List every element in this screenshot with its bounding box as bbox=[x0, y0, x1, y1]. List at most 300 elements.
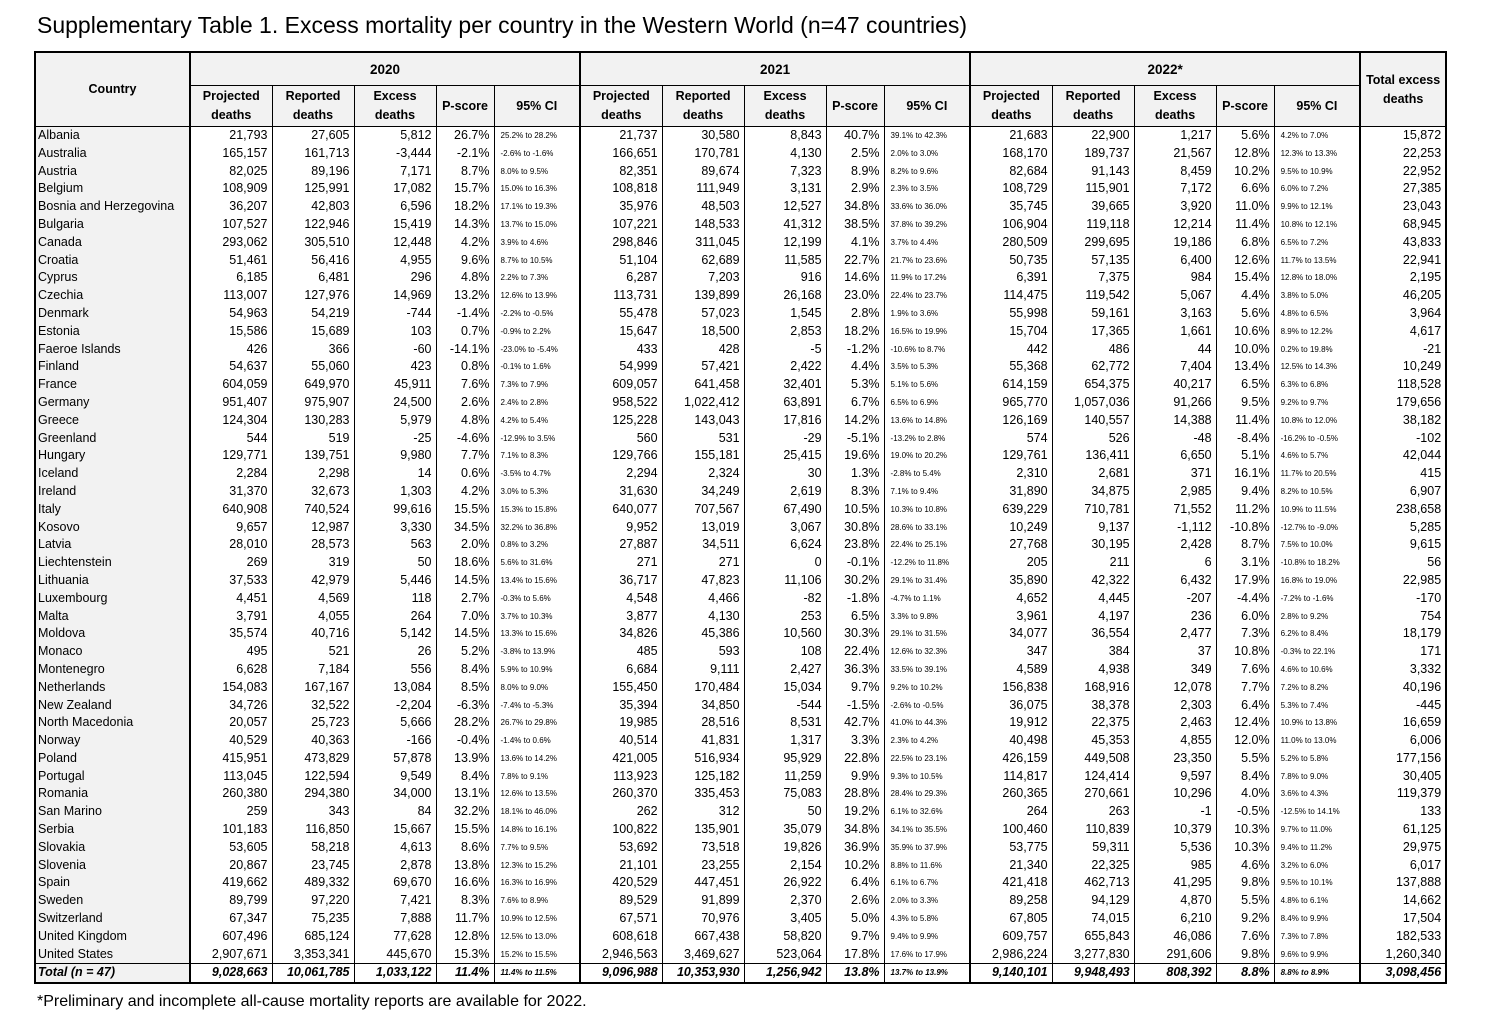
excess-deaths-cell: 11,106 bbox=[744, 572, 826, 590]
excess-deaths-cell: -2,204 bbox=[354, 697, 436, 715]
excess-deaths-cell: 44 bbox=[1134, 341, 1216, 359]
table-row bbox=[35, 946, 1446, 964]
excess-deaths-cell: 2,477 bbox=[1134, 625, 1216, 643]
ci-cell: 16.5% to 19.9% bbox=[884, 323, 970, 341]
ci-cell: 6.0% to 7.2% bbox=[1274, 180, 1360, 198]
excess-deaths-cell: 984 bbox=[1134, 269, 1216, 287]
reported-deaths-cell: 119,542 bbox=[1052, 287, 1134, 305]
ci-cell: 3.0% to 5.3% bbox=[494, 483, 580, 501]
p-score-cell: -4.6% bbox=[436, 430, 494, 448]
ci-cell: 11.4% to 11.5% bbox=[494, 964, 580, 983]
p-score-cell: 3.3% bbox=[826, 732, 884, 750]
ci-cell: 7.5% to 10.0% bbox=[1274, 536, 1360, 554]
ci-cell: -0.3% to 5.6% bbox=[494, 590, 580, 608]
p-score-cell: 19.6% bbox=[826, 447, 884, 465]
projected-deaths-cell: 40,498 bbox=[970, 732, 1052, 750]
p-score-cell: 42.7% bbox=[826, 714, 884, 732]
p-score-cell: 5.0% bbox=[826, 910, 884, 928]
p-score-cell: 11.4% bbox=[436, 964, 494, 983]
reported-deaths-cell: 89,674 bbox=[662, 163, 744, 181]
projected-deaths-cell: 420,529 bbox=[580, 874, 662, 892]
excess-deaths-cell: 37 bbox=[1134, 643, 1216, 661]
country-cell: Czechia bbox=[35, 287, 190, 305]
total-excess-cell: 6,017 bbox=[1360, 857, 1446, 875]
ci-cell: -0.1% to 1.6% bbox=[494, 358, 580, 376]
ci-cell: 6.5% to 7.2% bbox=[1274, 234, 1360, 252]
p-score-cell: 8.3% bbox=[826, 483, 884, 501]
total-excess-cell: 238,658 bbox=[1360, 501, 1446, 519]
projected-deaths-cell: 35,574 bbox=[190, 625, 272, 643]
total-excess-cell: 9,615 bbox=[1360, 536, 1446, 554]
p-score-cell: 5.2% bbox=[436, 643, 494, 661]
ci-cell: 3.9% to 4.6% bbox=[494, 234, 580, 252]
ci-cell: -12.9% to 3.5% bbox=[494, 430, 580, 448]
p-score-cell: 30.2% bbox=[826, 572, 884, 590]
country-cell: Netherlands bbox=[35, 679, 190, 697]
excess-deaths-cell: 84 bbox=[354, 803, 436, 821]
projected-deaths-cell: 269 bbox=[190, 554, 272, 572]
country-cell: Lithuania bbox=[35, 572, 190, 590]
reported-deaths-cell: 34,875 bbox=[1052, 483, 1134, 501]
ci-header: 95% CI bbox=[494, 86, 580, 127]
excess-deaths-cell: 3,405 bbox=[744, 910, 826, 928]
excess-deaths-cell: -25 bbox=[354, 430, 436, 448]
p-score-cell: -4.4% bbox=[1216, 590, 1274, 608]
reported-deaths-cell: 593 bbox=[662, 643, 744, 661]
ci-cell: 2.0% to 3.3% bbox=[884, 892, 970, 910]
ci-cell: 22.5% to 23.1% bbox=[884, 750, 970, 768]
country-cell: Latvia bbox=[35, 536, 190, 554]
ci-cell: 10.3% to 10.8% bbox=[884, 501, 970, 519]
excess-deaths-cell: 7,404 bbox=[1134, 358, 1216, 376]
projected-deaths-cell: 607,496 bbox=[190, 928, 272, 946]
excess-deaths-cell: 21,567 bbox=[1134, 145, 1216, 163]
excess-deaths-cell: 985 bbox=[1134, 857, 1216, 875]
excess-deaths-cell: 4,870 bbox=[1134, 892, 1216, 910]
excess-deaths-cell: 423 bbox=[354, 358, 436, 376]
ci-cell: 13.7% to 13.9% bbox=[884, 964, 970, 983]
reported-deaths-cell: 489,332 bbox=[272, 874, 354, 892]
table-row bbox=[35, 892, 1446, 910]
projected-deaths-cell: 154,083 bbox=[190, 679, 272, 697]
reported-deaths-cell: 6,481 bbox=[272, 269, 354, 287]
p-score-cell: 4.6% bbox=[1216, 857, 1274, 875]
excess-deaths-cell: 5,067 bbox=[1134, 287, 1216, 305]
projected-deaths-cell: 53,692 bbox=[580, 839, 662, 857]
excess-deaths-cell: 12,527 bbox=[744, 198, 826, 216]
p-score-cell: 10.8% bbox=[1216, 643, 1274, 661]
ci-cell: 6.1% to 6.7% bbox=[884, 874, 970, 892]
total-excess-cell: 179,656 bbox=[1360, 394, 1446, 412]
projected-deaths-cell: 544 bbox=[190, 430, 272, 448]
p-score-header: P-score bbox=[1216, 86, 1274, 127]
projected-deaths-cell: 6,185 bbox=[190, 269, 272, 287]
excess-deaths-cell: 15,034 bbox=[744, 679, 826, 697]
reported-deaths-cell: 36,554 bbox=[1052, 625, 1134, 643]
p-score-cell: 9.8% bbox=[1216, 946, 1274, 964]
excess-deaths-cell: 19,826 bbox=[744, 839, 826, 857]
projected-deaths-cell: 9,096,988 bbox=[580, 964, 662, 983]
ci-cell: -3.5% to 4.7% bbox=[494, 465, 580, 483]
excess-deaths-cell: 10,379 bbox=[1134, 821, 1216, 839]
projected-deaths-cell: 264 bbox=[970, 803, 1052, 821]
reported-deaths-cell: 10,353,930 bbox=[662, 964, 744, 983]
ci-cell: -2.6% to -0.5% bbox=[884, 697, 970, 715]
projected-deaths-cell: 6,287 bbox=[580, 269, 662, 287]
p-score-cell: 0.8% bbox=[436, 358, 494, 376]
p-score-cell: -0.4% bbox=[436, 732, 494, 750]
excess-deaths-cell: 26 bbox=[354, 643, 436, 661]
p-score-cell: 18.2% bbox=[826, 323, 884, 341]
table-row bbox=[35, 358, 1446, 376]
p-score-cell: 13.1% bbox=[436, 785, 494, 803]
projected-deaths-header: Projected deaths bbox=[580, 86, 662, 127]
p-score-cell: 4.1% bbox=[826, 234, 884, 252]
p-score-cell: 14.6% bbox=[826, 269, 884, 287]
p-score-cell: -14.1% bbox=[436, 341, 494, 359]
p-score-cell: 12.4% bbox=[1216, 714, 1274, 732]
reported-deaths-cell: 48,503 bbox=[662, 198, 744, 216]
excess-deaths-cell: -82 bbox=[744, 590, 826, 608]
projected-deaths-cell: 495 bbox=[190, 643, 272, 661]
excess-deaths-cell: -744 bbox=[354, 305, 436, 323]
excess-deaths-cell: 99,616 bbox=[354, 501, 436, 519]
table-body bbox=[35, 127, 1446, 984]
reported-deaths-cell: 143,043 bbox=[662, 412, 744, 430]
excess-deaths-cell: 6,650 bbox=[1134, 447, 1216, 465]
reported-deaths-cell: 45,353 bbox=[1052, 732, 1134, 750]
total-excess-cell: 22,941 bbox=[1360, 252, 1446, 270]
reported-deaths-cell: 710,781 bbox=[1052, 501, 1134, 519]
reported-deaths-cell: 4,569 bbox=[272, 590, 354, 608]
country-cell: Faeroe Islands bbox=[35, 341, 190, 359]
excess-deaths-cell: 1,256,942 bbox=[744, 964, 826, 983]
projected-deaths-cell: 67,805 bbox=[970, 910, 1052, 928]
ci-cell: 15.3% to 15.8% bbox=[494, 501, 580, 519]
excess-deaths-cell: 41,312 bbox=[744, 216, 826, 234]
total-excess-cell: 30,405 bbox=[1360, 768, 1446, 786]
reported-deaths-cell: 655,843 bbox=[1052, 928, 1134, 946]
projected-deaths-cell: 640,077 bbox=[580, 501, 662, 519]
excess-deaths-cell: 1,661 bbox=[1134, 323, 1216, 341]
p-score-cell: 15.7% bbox=[436, 180, 494, 198]
projected-deaths-cell: 55,998 bbox=[970, 305, 1052, 323]
table-row bbox=[35, 857, 1446, 875]
ci-cell: 4.6% to 5.7% bbox=[1274, 447, 1360, 465]
excess-deaths-cell: 75,083 bbox=[744, 785, 826, 803]
reported-deaths-cell: 4,445 bbox=[1052, 590, 1134, 608]
reported-deaths-cell: 4,938 bbox=[1052, 661, 1134, 679]
projected-deaths-cell: 639,229 bbox=[970, 501, 1052, 519]
excess-deaths-cell: 2,427 bbox=[744, 661, 826, 679]
projected-deaths-cell: 124,304 bbox=[190, 412, 272, 430]
p-score-cell: 26.7% bbox=[436, 127, 494, 145]
projected-deaths-cell: 574 bbox=[970, 430, 1052, 448]
p-score-cell: 6.5% bbox=[826, 608, 884, 626]
country-cell: Moldova bbox=[35, 625, 190, 643]
country-cell: Albania bbox=[35, 127, 190, 145]
reported-deaths-cell: 335,453 bbox=[662, 785, 744, 803]
excess-deaths-cell: 4,855 bbox=[1134, 732, 1216, 750]
excess-deaths-cell: 3,163 bbox=[1134, 305, 1216, 323]
excess-deaths-header: Excess deaths bbox=[1134, 86, 1216, 127]
reported-deaths-cell: 57,023 bbox=[662, 305, 744, 323]
ci-cell: 1.9% to 3.6% bbox=[884, 305, 970, 323]
excess-deaths-cell: 253 bbox=[744, 608, 826, 626]
ci-cell: 33.5% to 39.1% bbox=[884, 661, 970, 679]
country-cell: Canada bbox=[35, 234, 190, 252]
ci-cell: 2.2% to 7.3% bbox=[494, 269, 580, 287]
excess-deaths-cell: 7,172 bbox=[1134, 180, 1216, 198]
projected-deaths-cell: 6,391 bbox=[970, 269, 1052, 287]
ci-cell: 32.2% to 36.8% bbox=[494, 519, 580, 537]
projected-deaths-cell: 9,952 bbox=[580, 519, 662, 537]
excess-deaths-cell: -1 bbox=[1134, 803, 1216, 821]
total-excess-cell: 118,528 bbox=[1360, 376, 1446, 394]
excess-deaths-cell: 19,186 bbox=[1134, 234, 1216, 252]
excess-deaths-cell: 1,303 bbox=[354, 483, 436, 501]
excess-deaths-cell: 296 bbox=[354, 269, 436, 287]
projected-deaths-cell: 113,045 bbox=[190, 768, 272, 786]
table-row bbox=[35, 323, 1446, 341]
projected-deaths-cell: 82,351 bbox=[580, 163, 662, 181]
projected-deaths-cell: 125,228 bbox=[580, 412, 662, 430]
projected-deaths-cell: 100,822 bbox=[580, 821, 662, 839]
table-row bbox=[35, 679, 1446, 697]
excess-deaths-cell: 5,142 bbox=[354, 625, 436, 643]
p-score-cell: 10.3% bbox=[1216, 821, 1274, 839]
excess-deaths-cell: 523,064 bbox=[744, 946, 826, 964]
projected-deaths-cell: 3,877 bbox=[580, 608, 662, 626]
excess-deaths-cell: 71,552 bbox=[1134, 501, 1216, 519]
projected-deaths-cell: 2,310 bbox=[970, 465, 1052, 483]
projected-deaths-cell: 34,077 bbox=[970, 625, 1052, 643]
projected-deaths-cell: 40,529 bbox=[190, 732, 272, 750]
p-score-cell: 4.8% bbox=[436, 412, 494, 430]
excess-deaths-cell: 58,820 bbox=[744, 928, 826, 946]
reported-deaths-cell: 119,118 bbox=[1052, 216, 1134, 234]
country-cell: Norway bbox=[35, 732, 190, 750]
ci-cell: 3.7% to 4.4% bbox=[884, 234, 970, 252]
projected-deaths-cell: 6,628 bbox=[190, 661, 272, 679]
excess-deaths-cell: 916 bbox=[744, 269, 826, 287]
ci-cell: 4.2% to 7.0% bbox=[1274, 127, 1360, 145]
total-excess-cell: 1,260,340 bbox=[1360, 946, 1446, 964]
excess-deaths-cell: 5,536 bbox=[1134, 839, 1216, 857]
reported-deaths-cell: 136,411 bbox=[1052, 447, 1134, 465]
country-cell: North Macedonia bbox=[35, 714, 190, 732]
projected-deaths-cell: 951,407 bbox=[190, 394, 272, 412]
projected-deaths-cell: 40,514 bbox=[580, 732, 662, 750]
reported-deaths-cell: 473,829 bbox=[272, 750, 354, 768]
reported-deaths-cell: 30,195 bbox=[1052, 536, 1134, 554]
projected-deaths-cell: 101,183 bbox=[190, 821, 272, 839]
reported-deaths-cell: 140,557 bbox=[1052, 412, 1134, 430]
reported-deaths-cell: 2,298 bbox=[272, 465, 354, 483]
projected-deaths-cell: 19,985 bbox=[580, 714, 662, 732]
projected-deaths-cell: 28,010 bbox=[190, 536, 272, 554]
p-score-cell: -0.5% bbox=[1216, 803, 1274, 821]
total-excess-cell: 22,952 bbox=[1360, 163, 1446, 181]
reported-deaths-cell: 211 bbox=[1052, 554, 1134, 572]
p-score-cell: 2.8% bbox=[826, 305, 884, 323]
excess-deaths-cell: 8,459 bbox=[1134, 163, 1216, 181]
p-score-cell: 2.6% bbox=[436, 394, 494, 412]
ci-cell: -12.2% to 11.8% bbox=[884, 554, 970, 572]
country-cell: Kosovo bbox=[35, 519, 190, 537]
excess-deaths-cell: 15,667 bbox=[354, 821, 436, 839]
reported-deaths-cell: 7,375 bbox=[1052, 269, 1134, 287]
p-score-cell: 6.8% bbox=[1216, 234, 1274, 252]
excess-deaths-cell: 35,079 bbox=[744, 821, 826, 839]
p-score-cell: 5.1% bbox=[1216, 447, 1274, 465]
ci-cell: -7.2% to -1.6% bbox=[1274, 590, 1360, 608]
total-excess-cell: 61,125 bbox=[1360, 821, 1446, 839]
excess-deaths-cell: 2,619 bbox=[744, 483, 826, 501]
table-row bbox=[35, 163, 1446, 181]
ci-cell: 7.1% to 9.4% bbox=[884, 483, 970, 501]
ci-cell: 8.2% to 10.5% bbox=[1274, 483, 1360, 501]
ci-cell: 3.7% to 10.3% bbox=[494, 608, 580, 626]
reported-deaths-cell: 56,416 bbox=[272, 252, 354, 270]
projected-deaths-cell: 155,450 bbox=[580, 679, 662, 697]
projected-deaths-cell: 15,704 bbox=[970, 323, 1052, 341]
reported-deaths-cell: 161,713 bbox=[272, 145, 354, 163]
ci-cell: 3.6% to 4.3% bbox=[1274, 785, 1360, 803]
ci-cell: 14.8% to 16.1% bbox=[494, 821, 580, 839]
p-score-cell: 14.3% bbox=[436, 216, 494, 234]
p-score-cell: 5.5% bbox=[1216, 750, 1274, 768]
ci-cell: 25.2% to 28.2% bbox=[494, 127, 580, 145]
projected-deaths-cell: 259 bbox=[190, 803, 272, 821]
reported-deaths-cell: 57,421 bbox=[662, 358, 744, 376]
p-score-cell: 30.3% bbox=[826, 625, 884, 643]
footnote: *Preliminary and incomplete all-cause mortality reports are available for 2022. bbox=[37, 993, 587, 1010]
reported-deaths-cell: 311,045 bbox=[662, 234, 744, 252]
reported-deaths-cell: 28,516 bbox=[662, 714, 744, 732]
p-score-cell: 8.7% bbox=[1216, 536, 1274, 554]
excess-deaths-cell: 10,560 bbox=[744, 625, 826, 643]
ci-cell: 4.2% to 5.4% bbox=[494, 412, 580, 430]
ci-cell: 4.6% to 10.6% bbox=[1274, 661, 1360, 679]
projected-deaths-cell: 433 bbox=[580, 341, 662, 359]
reported-deaths-cell: 94,129 bbox=[1052, 892, 1134, 910]
reported-deaths-cell: 384 bbox=[1052, 643, 1134, 661]
ci-cell: -7.4% to -5.3% bbox=[494, 697, 580, 715]
total-excess-cell: 42,044 bbox=[1360, 447, 1446, 465]
reported-deaths-cell: 15,689 bbox=[272, 323, 354, 341]
reported-deaths-cell: 32,673 bbox=[272, 483, 354, 501]
ci-cell: 2.4% to 2.8% bbox=[494, 394, 580, 412]
ci-cell: 16.3% to 16.9% bbox=[494, 874, 580, 892]
projected-deaths-cell: 609,757 bbox=[970, 928, 1052, 946]
reported-deaths-cell: 189,737 bbox=[1052, 145, 1134, 163]
reported-deaths-cell: 40,716 bbox=[272, 625, 354, 643]
p-score-cell: 15.5% bbox=[436, 821, 494, 839]
reported-deaths-cell: 516,934 bbox=[662, 750, 744, 768]
p-score-cell: -1.2% bbox=[826, 341, 884, 359]
country-cell: Austria bbox=[35, 163, 190, 181]
reported-deaths-cell: 654,375 bbox=[1052, 376, 1134, 394]
projected-deaths-cell: 20,867 bbox=[190, 857, 272, 875]
total-excess-cell: 4,617 bbox=[1360, 323, 1446, 341]
projected-deaths-cell: 19,912 bbox=[970, 714, 1052, 732]
projected-deaths-cell: 15,586 bbox=[190, 323, 272, 341]
total-row bbox=[35, 964, 1446, 983]
reported-deaths-cell: 9,948,493 bbox=[1052, 964, 1134, 983]
excess-deaths-cell: 7,171 bbox=[354, 163, 436, 181]
p-score-cell: 40.7% bbox=[826, 127, 884, 145]
table-row bbox=[35, 145, 1446, 163]
table-row bbox=[35, 714, 1446, 732]
reported-deaths-cell: 22,375 bbox=[1052, 714, 1134, 732]
projected-deaths-cell: 421,418 bbox=[970, 874, 1052, 892]
total-excess-cell: -102 bbox=[1360, 430, 1446, 448]
total-excess-cell: 754 bbox=[1360, 608, 1446, 626]
excess-deaths-cell: 556 bbox=[354, 661, 436, 679]
projected-deaths-cell: 31,370 bbox=[190, 483, 272, 501]
projected-deaths-cell: 442 bbox=[970, 341, 1052, 359]
table-row bbox=[35, 625, 1446, 643]
excess-deaths-cell: 2,303 bbox=[1134, 697, 1216, 715]
projected-deaths-cell: 604,059 bbox=[190, 376, 272, 394]
total-excess-cell: 29,975 bbox=[1360, 839, 1446, 857]
p-score-cell: 23.8% bbox=[826, 536, 884, 554]
p-score-cell: 9.7% bbox=[826, 679, 884, 697]
p-score-cell: 36.9% bbox=[826, 839, 884, 857]
projected-deaths-cell: 262 bbox=[580, 803, 662, 821]
country-cell: Sweden bbox=[35, 892, 190, 910]
excess-deaths-cell: 12,078 bbox=[1134, 679, 1216, 697]
ci-cell: 11.7% to 13.5% bbox=[1274, 252, 1360, 270]
p-score-cell: 4.8% bbox=[436, 269, 494, 287]
projected-deaths-cell: 958,522 bbox=[580, 394, 662, 412]
p-score-cell: 0.7% bbox=[436, 323, 494, 341]
ci-cell: 8.7% to 10.5% bbox=[494, 252, 580, 270]
total-excess-cell: 22,253 bbox=[1360, 145, 1446, 163]
table-row bbox=[35, 252, 1446, 270]
country-cell: Italy bbox=[35, 501, 190, 519]
p-score-cell: 12.6% bbox=[1216, 252, 1274, 270]
projected-deaths-cell: 54,637 bbox=[190, 358, 272, 376]
p-score-cell: -1.4% bbox=[436, 305, 494, 323]
reported-deaths-cell: 25,723 bbox=[272, 714, 354, 732]
reported-deaths-cell: 521 bbox=[272, 643, 354, 661]
p-score-cell: 10.5% bbox=[826, 501, 884, 519]
ci-cell: 6.1% to 32.6% bbox=[884, 803, 970, 821]
ci-cell: 8.8% to 11.6% bbox=[884, 857, 970, 875]
ci-cell: 9.6% to 9.9% bbox=[1274, 946, 1360, 964]
projected-deaths-cell: 106,904 bbox=[970, 216, 1052, 234]
ci-cell: 7.8% to 9.1% bbox=[494, 768, 580, 786]
p-score-cell: 9.7% bbox=[826, 928, 884, 946]
ci-cell: -0.9% to 2.2% bbox=[494, 323, 580, 341]
ci-cell: 9.3% to 10.5% bbox=[884, 768, 970, 786]
excess-deaths-cell: 445,670 bbox=[354, 946, 436, 964]
projected-deaths-cell: 55,368 bbox=[970, 358, 1052, 376]
table-row bbox=[35, 305, 1446, 323]
excess-deaths-cell: 14,969 bbox=[354, 287, 436, 305]
projected-deaths-cell: 2,284 bbox=[190, 465, 272, 483]
projected-deaths-cell: 21,683 bbox=[970, 127, 1052, 145]
year-header-2022: 2022* bbox=[970, 52, 1360, 86]
excess-deaths-header: Excess deaths bbox=[744, 86, 826, 127]
projected-deaths-cell: 67,571 bbox=[580, 910, 662, 928]
ci-cell: 6.2% to 8.4% bbox=[1274, 625, 1360, 643]
country-cell: Spain bbox=[35, 874, 190, 892]
ci-cell: 12.3% to 15.2% bbox=[494, 857, 580, 875]
country-cell: Poland bbox=[35, 750, 190, 768]
